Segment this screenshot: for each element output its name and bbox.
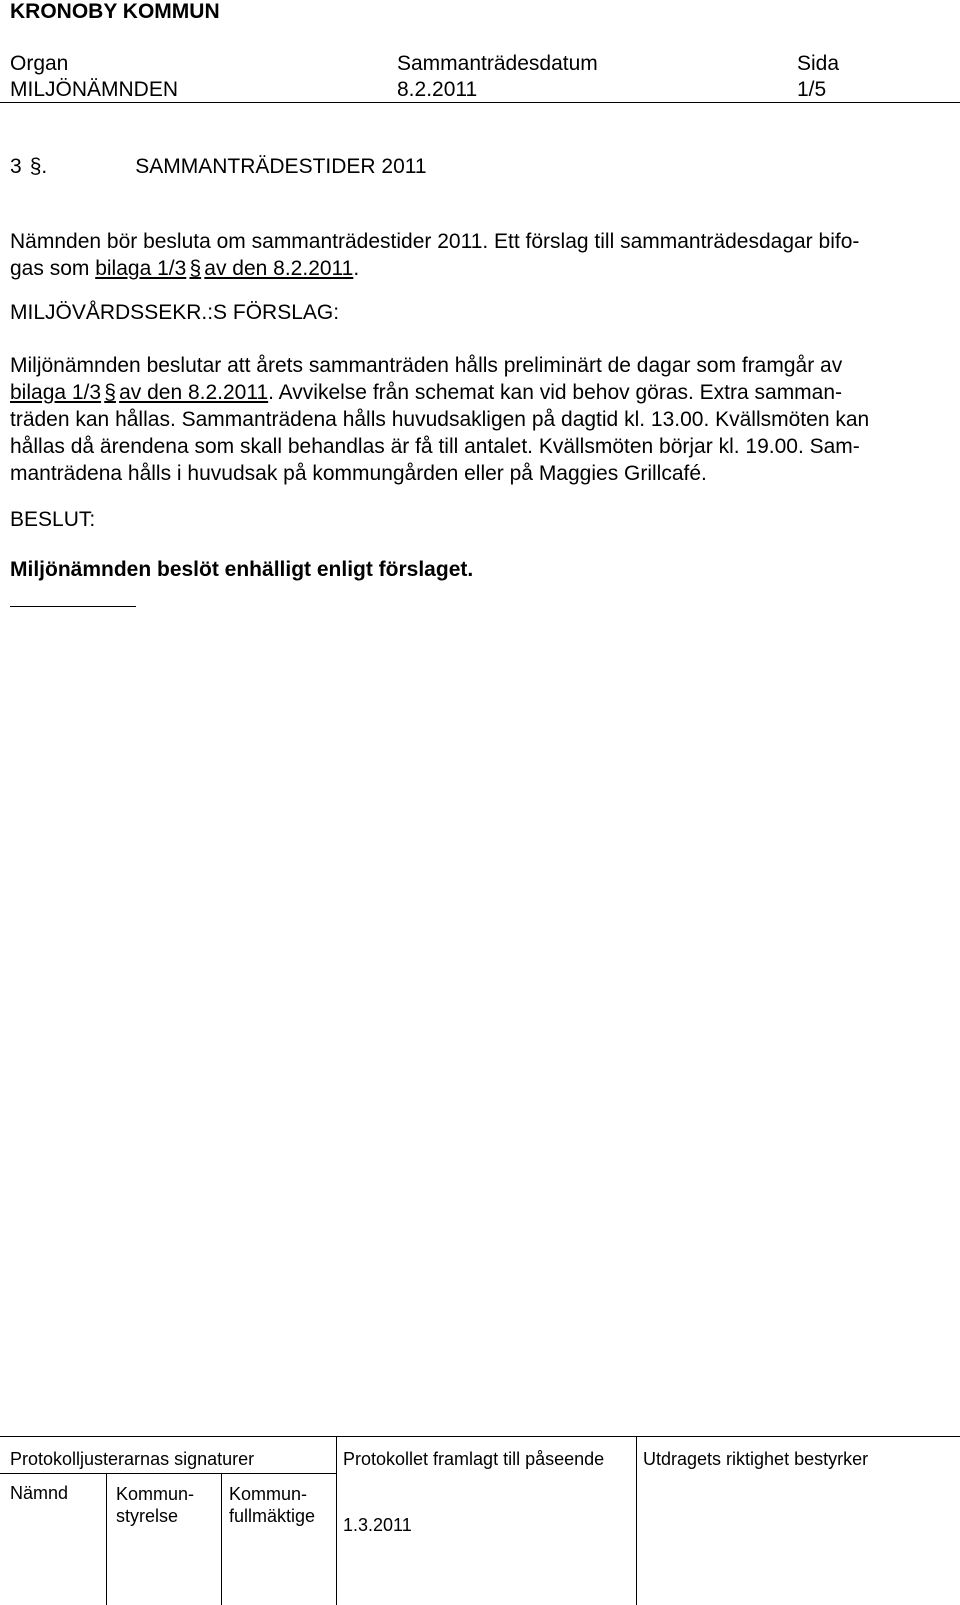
section-number: 3 <box>10 155 22 178</box>
intro-end: . <box>353 257 360 280</box>
page-number: 1/5 <box>797 78 827 101</box>
proposal-paragraph <box>10 352 940 487</box>
meeting-date-value: 8.2.2011 <box>397 78 478 101</box>
proposal-heading: MILJÖVÅRDSSEKR.:S FÖRSLAG: <box>10 301 340 324</box>
meeting-date-label: Sammanträdesdatum <box>397 52 598 75</box>
section-sign-link-2[interactable]: § <box>104 381 116 404</box>
proposal-line-2 <box>10 379 940 406</box>
footer-vline-sig-2 <box>221 1473 222 1605</box>
bilaga-link[interactable]: bilaga 1/3 <box>95 257 187 280</box>
section-heading <box>10 155 427 179</box>
intro-line-2 <box>10 255 940 282</box>
footer-vline-sig-1 <box>106 1473 107 1605</box>
organ-label: Organ <box>10 52 69 75</box>
intro-paragraph <box>10 228 940 282</box>
signatures-label: Protokolljusterarnas signaturer <box>10 1449 255 1469</box>
presented-date: 1.3.2011 <box>343 1515 412 1535</box>
certified-label: Utdragets riktighet bestyrker <box>643 1449 869 1469</box>
meeting-date-link-2[interactable]: av den 8.2.2011 <box>119 381 269 404</box>
organ-value: MILJÖNÄMNDEN <box>10 78 179 101</box>
header-divider <box>0 102 960 103</box>
footer-vline-1 <box>336 1436 337 1605</box>
proposal-line-3: träden kan hållas. Sammanträdena hålls huvudsakligen på dagtid kl. 13.00. Kvällsmöten kan <box>10 408 870 431</box>
decision-text: Miljönämnden beslöt enhälligt enligt förslaget. <box>10 558 474 581</box>
proposal-line-5: manträdena hålls i huvudsak på kommungården eller på Maggies Grillcafé. <box>10 462 707 485</box>
section-sign-link[interactable]: § <box>189 257 202 280</box>
proposal-line-1: Miljönämnden beslutar att årets sammanträden hålls preliminärt de dagar som framgår av <box>10 354 843 377</box>
end-mark-line <box>10 606 136 607</box>
section-sign: § <box>29 155 42 178</box>
signature-fullmaktige-label <box>229 1483 315 1527</box>
signature-kommunstyrelse-label <box>116 1483 194 1527</box>
proposal-line-4: hållas då ärendena som skall behandlas är få till antalet. Kvällsmöten börjar kl. 19.00. Sam- <box>10 435 860 458</box>
fullmaktige-line-1: Kommun- <box>229 1484 308 1504</box>
bilaga-link-2[interactable]: bilaga 1/3 <box>10 381 102 404</box>
kommunstyrelse-line-2: styrelse <box>116 1506 179 1526</box>
page-label: Sida <box>797 52 840 75</box>
section-dot: . <box>41 155 48 178</box>
decision-heading: BESLUT: <box>10 508 96 531</box>
meeting-date-link[interactable]: av den 8.2.2011 <box>204 257 354 280</box>
fullmaktige-line-2: fullmäktige <box>229 1506 316 1526</box>
intro-line-1: Nämnden bör besluta om sammanträdestider 2011. Ett förslag till sammanträdesdagar bifo- <box>10 230 860 253</box>
presented-label: Protokollet framlagt till påseende <box>343 1449 605 1469</box>
organization-name: KRONOBY KOMMUN <box>10 0 220 23</box>
proposal-line-2-rest: . Avvikelse från schemat kan vid behov göras. Extra samman- <box>268 381 843 404</box>
footer-sig-divider <box>0 1473 336 1474</box>
section-title: SAMMANTRÄDESTIDER 2011 <box>135 155 427 178</box>
footer-top-divider <box>0 1436 960 1437</box>
intro-text: gas som <box>10 257 96 280</box>
signature-namnd-label: Nämnd <box>10 1483 69 1503</box>
kommunstyrelse-line-1: Kommun- <box>116 1484 195 1504</box>
footer-vline-2 <box>636 1436 637 1605</box>
